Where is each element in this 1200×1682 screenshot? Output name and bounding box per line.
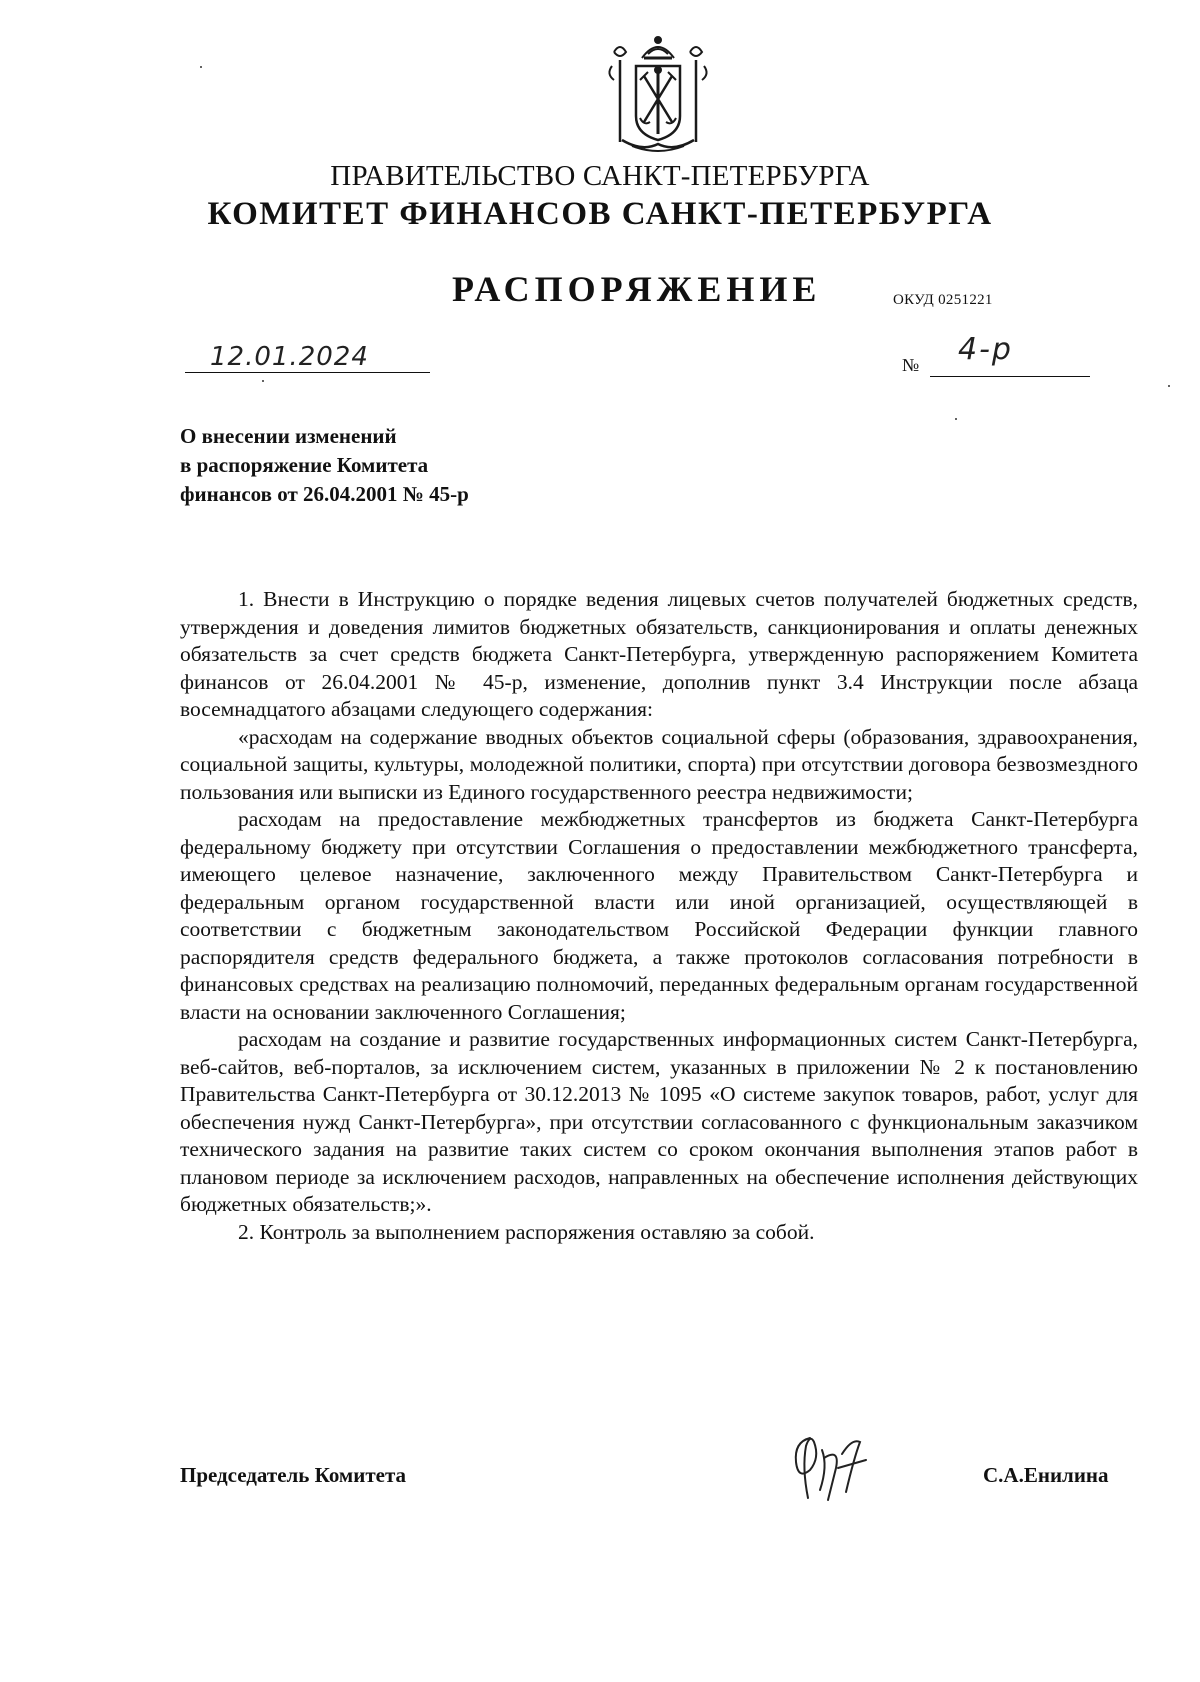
number-underline <box>930 376 1090 377</box>
signer-title: Председатель Комитета <box>180 1463 407 1487</box>
body-paragraph: расходам на создание и развитие государственных информационных систем Санкт-Петербурга, веб-сайтов, веб-порталов, за исключением систем, указанных в приложении № 2 к постановлению Правительства Санкт-Петербурга от 30.12.2013 № 1095 «О системе закупок товаров, работ, услуг для обеспечения нужд Санкт-Петербурга», при отсутствии согласованного с функциональным заказчиком технического задания на развитие таких систем со сроком окончания выполнения этапов работ в плановом периоде за исключением расходов, направленных на обеспечение исполнения действующих бюджетных обязательств;». <box>180 1027 1138 1216</box>
document-body <box>180 586 1138 1246</box>
body-paragraph: 1. Внести в Инструкцию о порядке ведения лицевых счетов получателей бюджетных средств, утверждения и доведения лимитов бюджетных обязательств, санкционирования и оплаты денежных обязательств за счет средств бюджета Санкт-Петербурга, утвержденную распоряжением Комитета финансов от 26.04.2001 № 45-р, изменение, дополнив пункт 3.4 Инструкции после абзаца восемнадцатого абзацами следующего содержания: <box>180 587 1138 721</box>
body-paragraph: «расходам на содержание вводных объектов социальной сферы (образования, здравоохранения, социальной защиты, культуры, молодежной политики, спорта) при отсутствии договора безвозмездного пользования или выписки из Единого государственного реестра недвижимости; <box>180 724 1138 804</box>
body-paragraph: расходам на предоставление межбюджетных трансфертов из бюджета Санкт-Петербурга федеральному бюджету при отсутствии Соглашения о предоставлении межбюджетного трансферта, имеющего целевое назначение, заключенного между Правительством Санкт-Петербурга и федеральным органом государственной власти или иной организацией, осуществляющей в соответствии с бюджетным законодательством Российской Федерации функции главного распорядителя средств федерального бюджета, а также протоколов согласования потребности в финансовых средствах на реализацию полномочий, переданных федеральным органам государственной власти на основании заключенного Соглашения; <box>180 807 1138 1024</box>
committee-heading: КОМИТЕТ ФИНАНСОВ САНКТ-ПЕТЕРБУРГА <box>207 196 993 232</box>
number-sign: № <box>902 355 920 375</box>
scan-speck <box>1168 385 1170 387</box>
document-date: 12.01.2024 <box>210 342 369 372</box>
signer-name: С.А.Енилина <box>983 1463 1109 1487</box>
subject-line: О внесении изменений <box>180 424 397 448</box>
document-number: 4-р <box>958 332 1013 367</box>
document-subject <box>180 422 469 509</box>
subject-line: финансов от 26.04.2001 № 45-р <box>180 482 469 506</box>
scan-speck <box>262 380 264 382</box>
subject-line: в распоряжение Комитета <box>180 453 429 477</box>
body-paragraph: 2. Контроль за выполнением распоряжения оставляю за собой. <box>238 1219 815 1244</box>
handwritten-signature-icon <box>780 1428 880 1508</box>
okud-code: ОКУД 0251221 <box>893 292 993 308</box>
scan-speck <box>200 66 202 68</box>
scan-speck <box>955 418 957 420</box>
government-heading: ПРАВИТЕЛЬСТВО САНКТ-ПЕТЕРБУРГА <box>330 160 870 192</box>
spb-coat-of-arms-icon <box>602 30 714 155</box>
document-type-title: РАСПОРЯЖЕНИЕ <box>452 269 822 309</box>
date-underline <box>185 372 430 373</box>
